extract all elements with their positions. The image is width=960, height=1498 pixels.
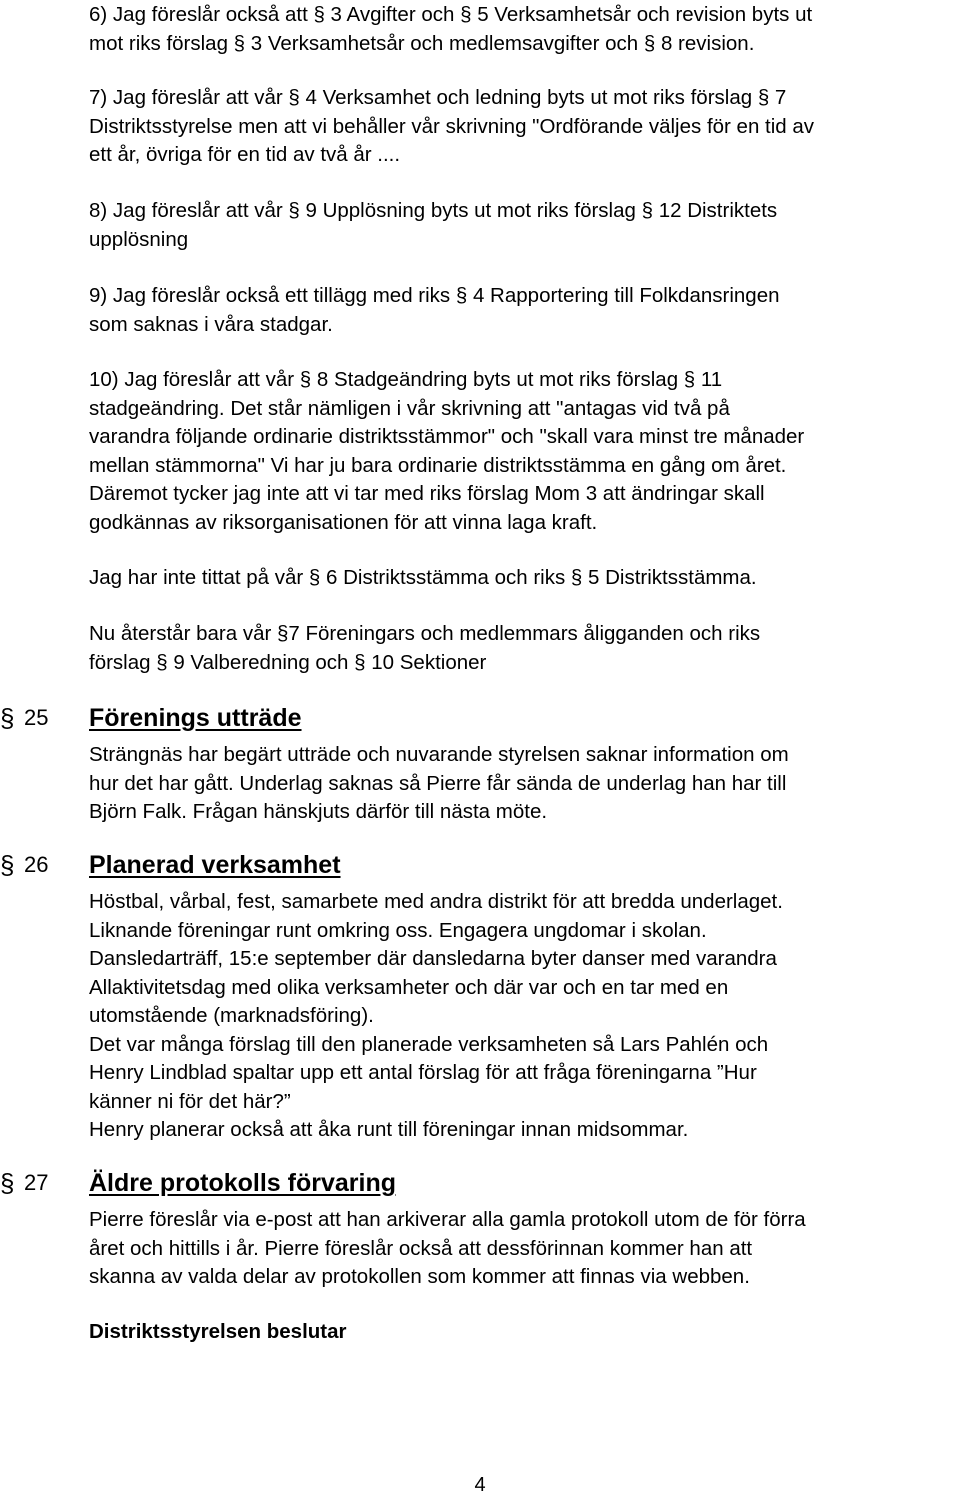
text-line: Björn Falk. Frågan hänskjuts därför till nästa möte. [89,800,548,823]
text-line: ett år, övriga för en tid av två år .... [89,143,401,166]
decision-label-text: Distriktsstyrelsen beslutar [89,1320,347,1343]
text-line: Höstbal, vårbal, fest, samarbete med andra distrikt för att bredda underlaget. [89,890,783,913]
section-heading-27 [0,1165,960,1201]
section-number: 26 [24,852,49,877]
text-line: Distriktsstyrelse men att vi behåller vår skrivning "Ordförande väljes för en tid av [89,114,815,138]
text-line: förslag § 9 Valberedning och § 10 Sektioner [89,650,487,674]
text-line: Strängnäs har begärt utträde och nuvarande styrelsen saknar information om [89,743,789,766]
proposal-paragraph-10 [89,366,949,537]
text-line: 7) Jag föreslår att vår § 4 Verksamhet och ledning byts ut mot riks förslag § 7 [89,86,787,109]
proposal-paragraph-9 [89,282,949,339]
decision-label [89,1318,949,1347]
text-line: Jag har inte tittat på vår § 6 Distriktsstämma och riks § 5 Distriktsstämma. [89,566,757,589]
text-line: Liknande föreningar runt omkring oss. Engagera ungdomar i skolan. [89,918,707,942]
text-line: som saknas i våra stadgar. [89,312,333,336]
text-line: Däremot tycker jag inte att vi tar med riks förslag Mom 3 att ändringar skall [89,482,765,505]
proposal-paragraph-12 [89,620,949,677]
text-line: Allaktivitetsdag med olika verksamheter och där var och en tar med en [89,975,729,999]
text-line: året och hittills i år. Pierre föreslår också att dessförinnan kommer han att [89,1236,753,1260]
text-line: Dansledarträff, 15:e september där dansledarna byter danser med varandra [89,947,777,970]
section-number: 27 [24,1170,49,1195]
proposal-paragraph-7 [89,84,949,170]
text-line: mot riks förslag § 3 Verksamhetsår och medlemsavgifter och § 8 revision. [89,31,755,55]
text-line: upplösning [89,227,189,251]
text-line: utomstående (marknadsföring). [89,1004,374,1027]
text-line: 10) Jag föreslår att vår § 8 Stadgeändring byts ut mot riks förslag § 11 [89,368,723,391]
section-heading-25 [0,700,960,736]
text-line: Pierre föreslår via e-post att han arkiverar alla gamla protokoll utom de för förra [89,1208,806,1231]
section-body-26 [89,888,949,1145]
proposal-paragraph-11 [89,564,949,593]
section-body-25 [89,741,949,827]
text-line: stadgeändring. Det står nämligen i vår skrivning att "antagas vid två på [89,396,730,420]
text-line: varandra följande ordinarie distriktsstämmor" och "skall vara minst tre månader [89,425,805,448]
section-sign-icon: § [0,1168,15,1198]
proposal-paragraph-6 [89,1,949,58]
section-heading-26 [0,847,960,883]
section-number: 25 [24,705,49,730]
text-line: godkännas av riksorganisationen för att vinna laga kraft. [89,510,598,534]
text-line: Det var många förslag till den planerade verksamheten så Lars Pahlén och [89,1032,769,1056]
section-title: Planerad verksamhet [89,851,341,879]
text-line: Henry Lindblad spaltar upp ett antal förslag för att fråga föreningarna ”Hur [89,1061,757,1084]
section-title: Äldre protokolls förvaring [89,1169,396,1197]
section-body-27 [89,1206,949,1292]
text-line: hur det har gått. Underlag saknas så Pierre får sända de underlag han har till [89,771,787,795]
text-line: skanna av valda delar av protokollen som kommer att finnas via webben. [89,1265,750,1288]
text-line: känner ni för det här?” [89,1089,291,1113]
text-line: 6) Jag föreslår också att § 3 Avgifter och § 5 Verksamhetsår och revision byts ut [89,3,813,26]
proposal-paragraph-8 [89,197,949,254]
page-number: 4 [474,1474,486,1496]
section-title: Förenings utträde [89,704,302,732]
text-line: 9) Jag föreslår också ett tillägg med riks § 4 Rapportering till Folkdansringen [89,284,780,307]
section-sign-icon: § [0,703,15,733]
text-line: 8) Jag föreslår att vår § 9 Upplösning byts ut mot riks förslag § 12 Distriktets [89,199,778,222]
text-line: mellan stämmorna" Vi har ju bara ordinarie distriktsstämma en gång om året. [89,453,787,477]
text-line: Henry planerar också att åka runt till föreningar innan midsommar. [89,1118,689,1141]
text-line: Nu återstår bara vår §7 Föreningars och medlemmars åligganden och riks [89,622,761,645]
section-sign-icon: § [0,850,15,880]
